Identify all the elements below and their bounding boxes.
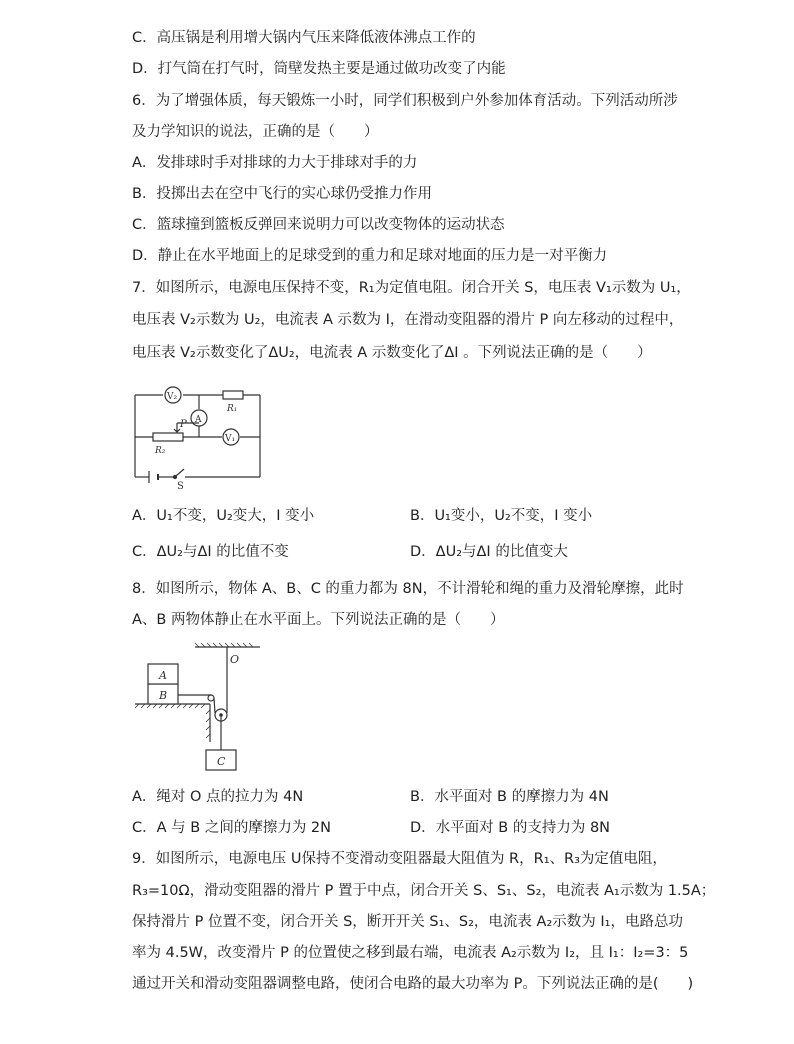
q7-stem-line1: 7．如图所示，电源电压保持不变，R₁为定值电阻。闭合开关 S，电压表 V₁示数为 U₁，	[132, 280, 691, 296]
q7-fig-r1-label: R₁	[227, 404, 238, 414]
q7-fig-p-label: P	[180, 419, 187, 430]
q9-stem-line1: 9．如图所示，电源电压 U保持不变滑动变阻器最大阻值为 R，R₁、R₃为定值电阻，	[132, 851, 667, 867]
fixed-pulley-icon	[208, 695, 214, 701]
q7-stem-line3: 电压表 V₂示数变化了ΔU₂，电流表 A 示数变化了ΔI 。下列说法正确的是（ ）	[132, 345, 652, 361]
q7-option-a: A．U₁不变，U₂变大，I 变小	[132, 508, 315, 524]
q8-stem-line2: A、B 两物体静止在水平面上。下列说法正确的是（ ）	[132, 612, 505, 628]
q7-fig-r2-label: R₂	[155, 446, 166, 456]
q6-stem-line1: 6．为了增强体质，每天锻炼一小时，同学们积极到户外参加体育活动。下列活动所涉	[132, 93, 678, 109]
q7-option-b: B．U₁变小，U₂不变，I 变小	[410, 508, 593, 524]
q9-stem-line5: 通过开关和滑动变阻器调整电路，使闭合电路的最大功率为 P。下列说法正确的是( )	[132, 976, 694, 992]
resistor-r1-icon	[223, 391, 243, 399]
q8-option-d: D．水平面对 B 的支持力为 8N	[410, 820, 611, 836]
q8-option-b: B．水平面对 B 的摩擦力为 4N	[410, 789, 609, 805]
q6-option-a: A．发排球时手对排球的力大于排球对手的力	[132, 155, 418, 171]
q9-stem-line3: 保持滑片 P 位置不变，闭合开关 S，断开开关 S₁、S₂，电流表 A₂示数为 I₁，电路总功	[132, 914, 683, 930]
q7-fig-s-label: S	[177, 481, 184, 490]
q8-fig-c-label: C	[217, 755, 226, 768]
q8-fig-b-label: B	[159, 689, 168, 702]
q7-fig-a-label: A	[195, 415, 202, 425]
q8-fig-a-label: A	[159, 669, 167, 682]
q8-option-c: C．A 与 B 之间的摩擦力为 2N	[132, 820, 331, 836]
q5-option-d: D．打气筒在打气时，筒壁发热主要是通过做功改变了内能	[132, 61, 506, 77]
q7-fig-v2-label: V₂	[167, 392, 178, 402]
q6-option-c: C．篮球撞到篮板反弹回来说明力可以改变物体的运动状态	[132, 217, 505, 233]
q5-option-c: C．高压锅是利用增大锅内气压来降低液体沸点工作的	[132, 30, 476, 46]
q9-stem-line2: R₃=10Ω，滑动变阻器的滑片 P 置于中点，闭合开关 S、S₁、S₂，电流表 A₁示数为 1.5A；	[132, 883, 716, 899]
q6-option-b: B．投掷出去在空中飞行的实心球仍受推力作用	[132, 186, 432, 202]
q8-fig-o-label: O	[230, 653, 240, 666]
q8-stem-line1: 8．如图所示，物体 A、B、C 的重力都为 8N，不计滑轮和绳的重力及滑轮摩擦，此时	[132, 581, 684, 597]
q8-option-a: A．绳对 O 点的拉力为 4N	[132, 789, 304, 805]
q7-option-c: C．ΔU₂与ΔI 的比值不变	[132, 544, 289, 560]
q8-pulley-diagram	[135, 642, 270, 774]
q6-stem-line2: 及力学知识的说法，正确的是（ ）	[132, 124, 379, 140]
q7-fig-v1-label: V₁	[225, 434, 236, 444]
q7-option-d: D．ΔU₂与ΔI 的比值变大	[410, 544, 568, 560]
q7-circuit-diagram	[125, 385, 270, 490]
q6-option-d: D．静止在水平地面上的足球受到的重力和足球对地面的压力是一对平衡力	[132, 248, 608, 264]
q7-stem-line2: 电压表 V₂示数为 U₂，电流表 A 示数为 I，在滑动变阻器的滑片 P 向左移动的过程中，	[132, 312, 684, 328]
q9-stem-line4: 率为 4.5W，改变滑片 P 的位置使之移到最右端，电流表 A₂示数为 I₂，且 I₁：I₂=3：5	[132, 945, 689, 961]
rheostat-r2-icon	[153, 433, 183, 441]
